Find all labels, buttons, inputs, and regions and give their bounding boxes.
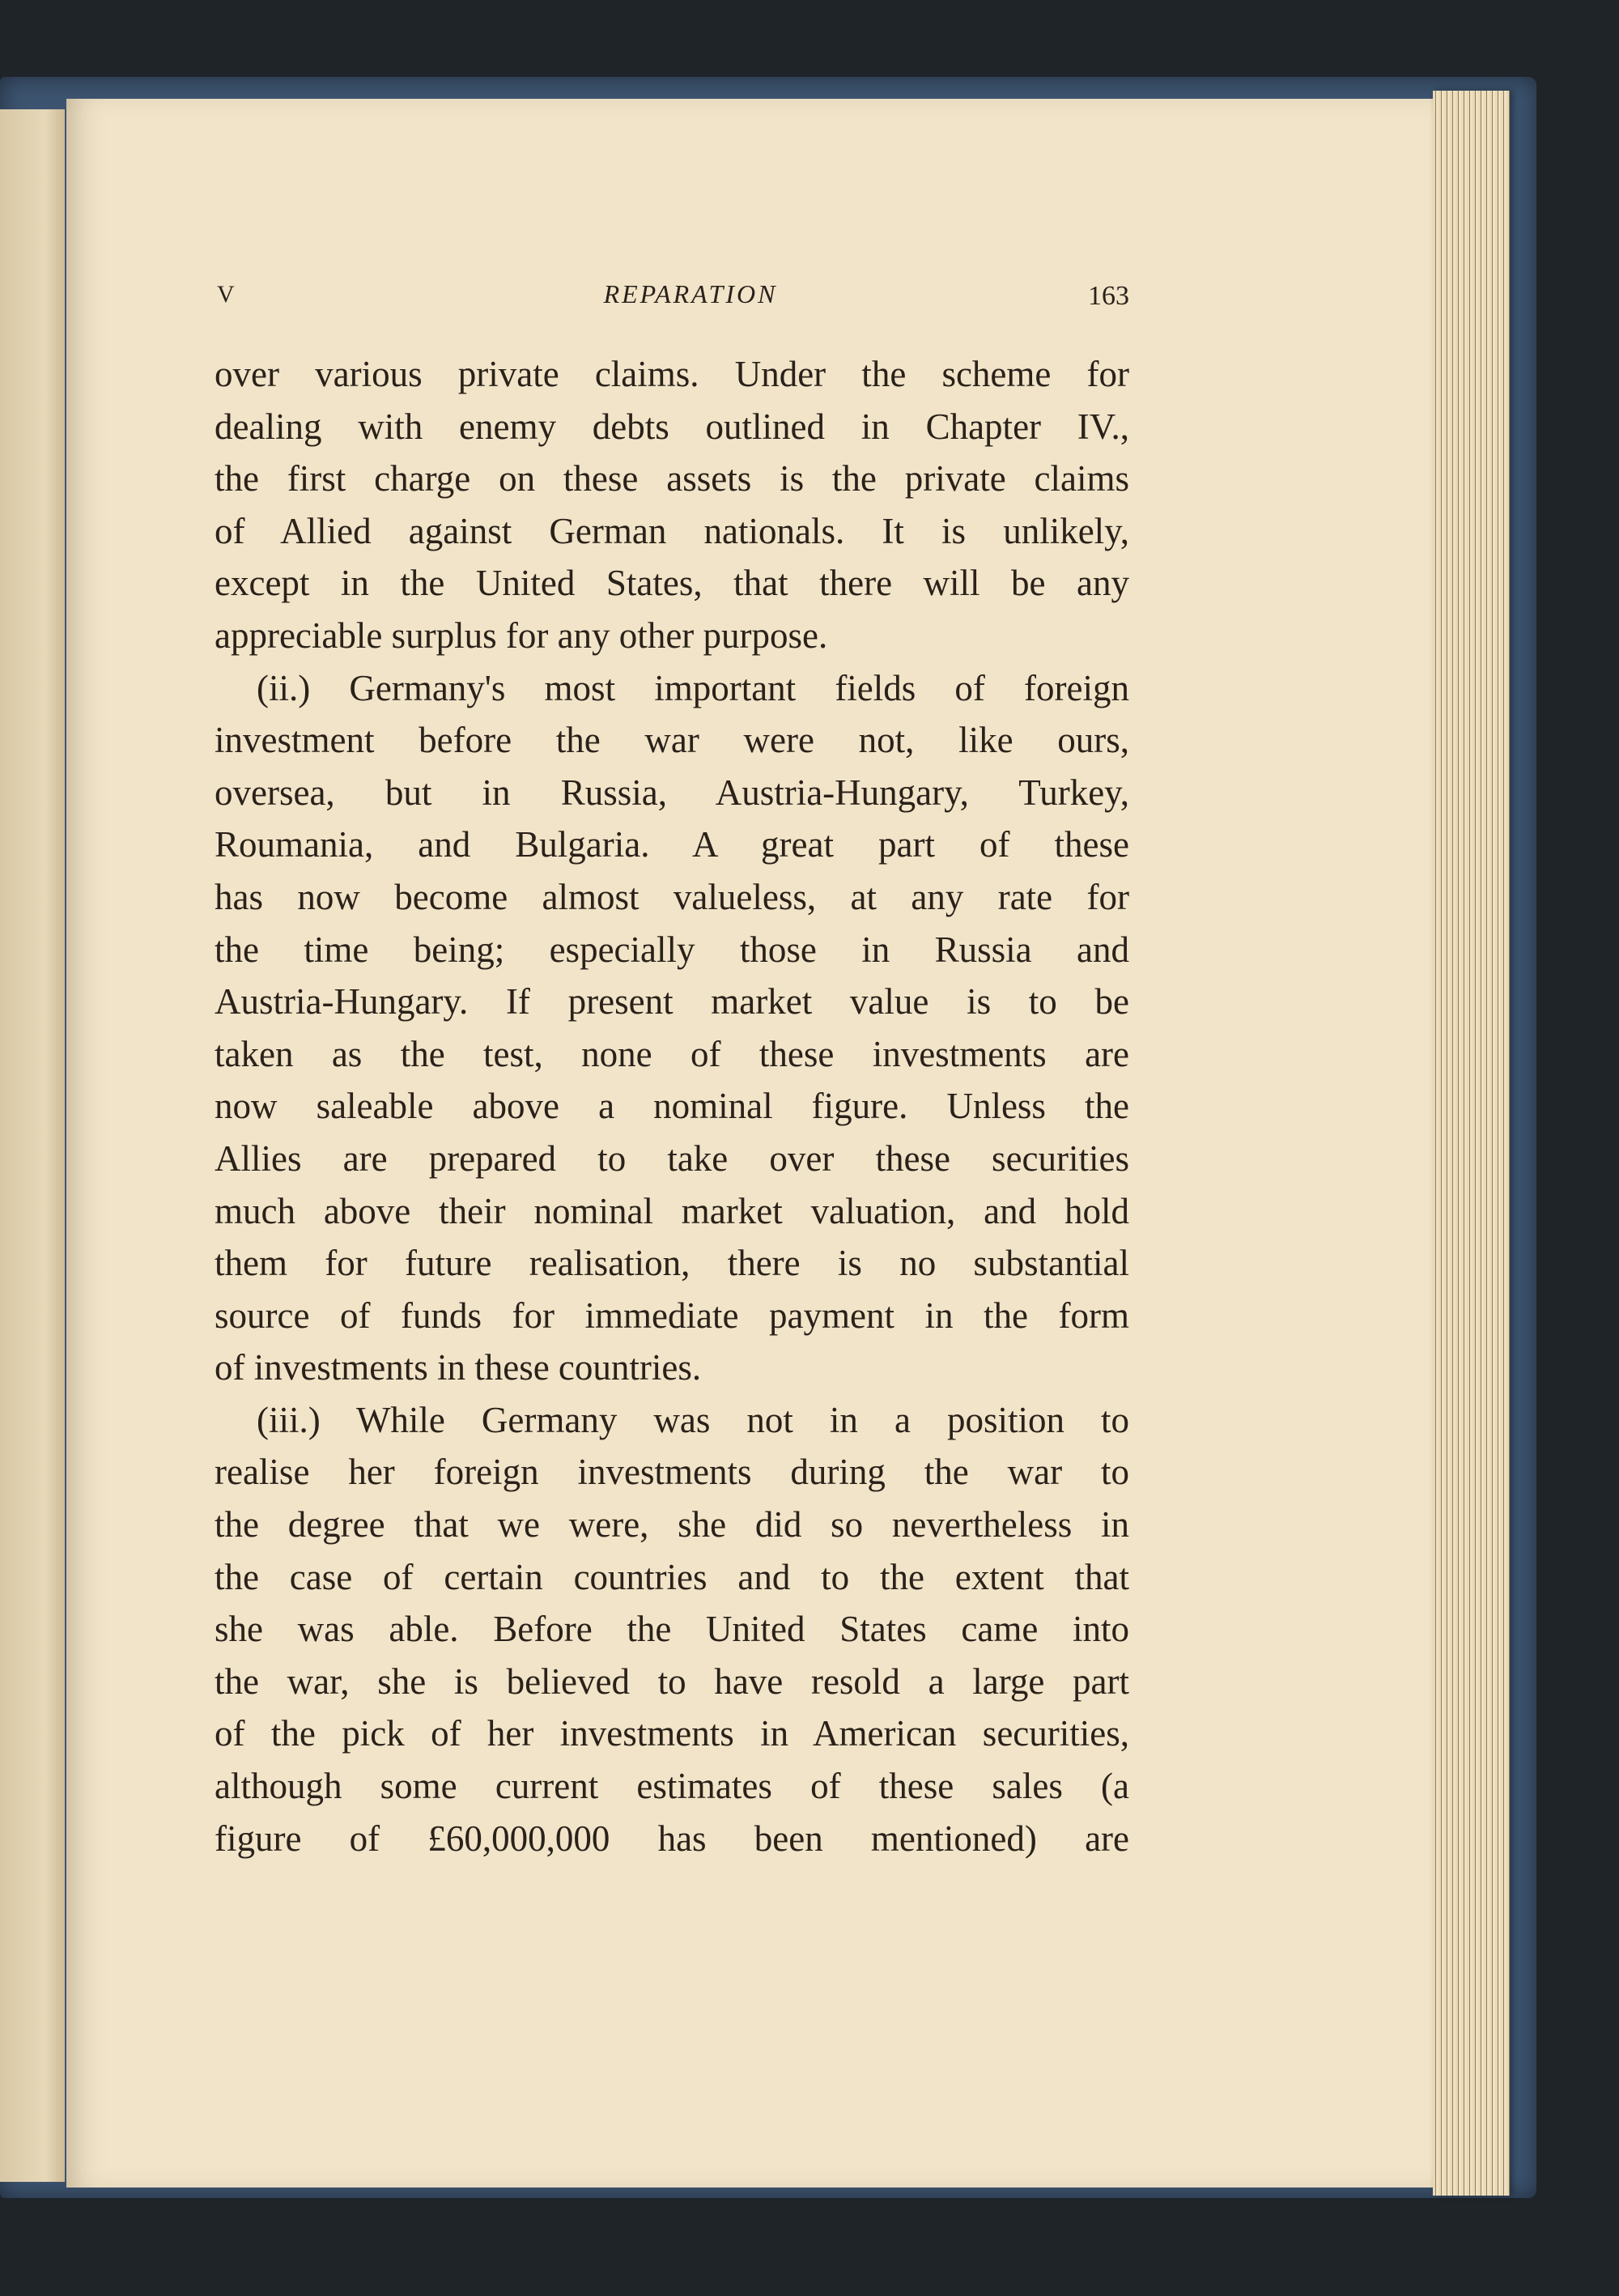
text-line: investment before the war were not, like ours, — [215, 720, 1129, 761]
paragraph-end-line: appreciable surplus for any other purpose. — [215, 614, 828, 656]
text-line: the war, she is believed to have resold a large part — [215, 1660, 1129, 1702]
text-line: dealing with enemy debts outlined in Chapter IV., — [215, 406, 1129, 447]
text-line: over various private claims. Under the scheme for — [215, 354, 1129, 394]
chapter-numeral: V — [217, 281, 236, 308]
text-line: figure of £60,000,000 has been mentioned) are — [215, 1818, 1129, 1859]
text-line: has now become almost valueless, at any rate for — [215, 876, 1129, 917]
text-line: the first charge on these assets is the private claims — [215, 458, 1129, 500]
page-number: 163 — [1088, 281, 1129, 311]
text-line: the time being; especially those in Russia and — [215, 929, 1129, 970]
paragraph-end-line: of investments in these countries. — [215, 1347, 702, 1388]
text-line: Austria-Hungary. If present market value is to be — [215, 981, 1129, 1023]
running-head — [217, 279, 1164, 320]
text-line: of Allied against German nationals. It is unlikely, — [215, 510, 1129, 551]
text-line: Roumania, and Bulgaria. A great part of these — [215, 824, 1129, 865]
text-line: Allies are prepared to take over these securities — [215, 1137, 1129, 1179]
facing-page-edge — [0, 109, 65, 2182]
text-line: now saleable above a nominal figure. Unless the — [215, 1086, 1129, 1127]
text-line: of the pick of her investments in American securities, — [215, 1713, 1129, 1754]
paragraph-start-line: (iii.) While Germany was not in a position to — [257, 1399, 1129, 1440]
body-text — [215, 348, 1129, 1864]
text-line: although some current estimates of these sales (a — [215, 1766, 1129, 1807]
text-line: much above their nominal market valuation, and hold — [215, 1190, 1129, 1231]
text-line: the case of certain countries and to the extent that — [215, 1556, 1129, 1597]
text-line: the degree that we were, she did so nevertheless in — [215, 1504, 1129, 1546]
text-line: except in the United States, that there will be any — [215, 563, 1129, 604]
text-line: she was able. Before the United States came into — [215, 1609, 1129, 1650]
text-line: them for future realisation, there is no substantial — [215, 1243, 1129, 1284]
running-title: REPARATION — [603, 279, 778, 308]
paragraph-start-line: (ii.) Germany's most important fields of foreign — [257, 667, 1129, 708]
page-block-edges — [1433, 91, 1510, 2196]
text-line: oversea, but in Russia, Austria-Hungary, Turkey, — [215, 772, 1129, 813]
text-line: source of funds for immediate payment in the form — [215, 1295, 1129, 1336]
text-line: realise her foreign investments during the war to — [215, 1452, 1129, 1493]
text-line: taken as the test, none of these investments are — [215, 1033, 1129, 1074]
